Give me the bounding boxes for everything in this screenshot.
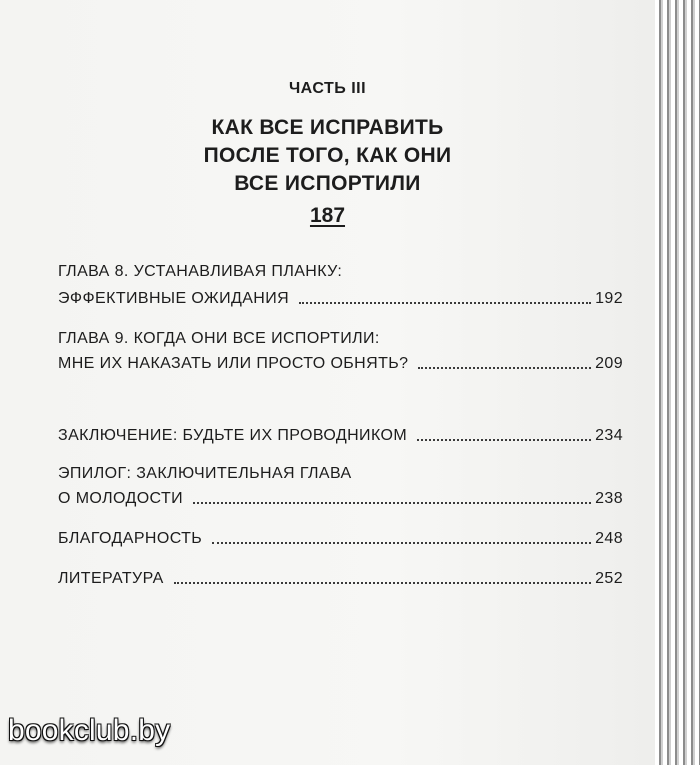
toc-page-number: 252: [595, 570, 623, 587]
toc-entry-title: МНЕ ИХ НАКАЗАТЬ ИЛИ ПРОСТО ОБНЯТЬ?: [58, 355, 409, 372]
toc-entry-title: О МОЛОДОСТИ: [58, 490, 184, 507]
toc-entry-epilogue-line-1: ЭПИЛОГ: ЗАКЛЮЧИТЕЛЬНАЯ ГЛАВА: [58, 465, 352, 482]
toc-entry-chapter-9: [58, 355, 623, 373]
toc-entry-chapter-9-line-1: ГЛАВА 9. КОГДА ОНИ ВСЕ ИСПОРТИЛИ:: [58, 330, 380, 347]
toc-entry-acknowledgments: [58, 530, 623, 548]
toc-entry-title: БЛАГОДАРНОСТЬ: [58, 530, 203, 547]
toc-page-number: 209: [595, 355, 623, 372]
toc-entry-conclusion: [58, 427, 623, 445]
dot-leader: [299, 301, 591, 304]
dot-leader: [174, 581, 591, 584]
toc-entry-literature: [58, 570, 623, 588]
toc-entry-chapter-8-line-1: ГЛАВА 8. УСТАНАВЛИВАЯ ПЛАНКУ:: [58, 263, 343, 280]
book-page-edges: [655, 0, 700, 765]
toc-page-number: 248: [595, 530, 623, 547]
part-label: ЧАСТЬ III: [288, 80, 367, 97]
part-title-line-3: ВСЕ ИСПОРТИЛИ: [234, 172, 421, 195]
dot-leader: [417, 438, 591, 441]
toc-entry-epilogue: [58, 490, 623, 508]
dot-leader: [212, 541, 591, 544]
toc-entry-title: ЗАКЛЮЧЕНИЕ: БУДЬТЕ ИХ ПРОВОДНИКОМ: [58, 427, 408, 444]
part-page-number: 187: [309, 204, 346, 227]
toc-entry-title: ЭФФЕКТИВНЫЕ ОЖИДАНИЯ: [58, 290, 290, 307]
toc-page-number: 234: [595, 427, 623, 444]
part-title-line-2: ПОСЛЕ ТОГО, КАК ОНИ: [203, 144, 452, 167]
dot-leader: [193, 501, 591, 504]
toc-entry-title: ЛИТЕРАТУРА: [58, 570, 164, 587]
toc-page-number: 238: [595, 490, 623, 507]
toc-page-number: 192: [595, 290, 623, 307]
watermark-text: bookclub.by: [8, 714, 171, 747]
part-title-line-1: КАК ВСЕ ИСПРАВИТЬ: [211, 116, 444, 139]
dot-leader: [418, 366, 591, 369]
toc-entry-chapter-8: [58, 290, 623, 308]
